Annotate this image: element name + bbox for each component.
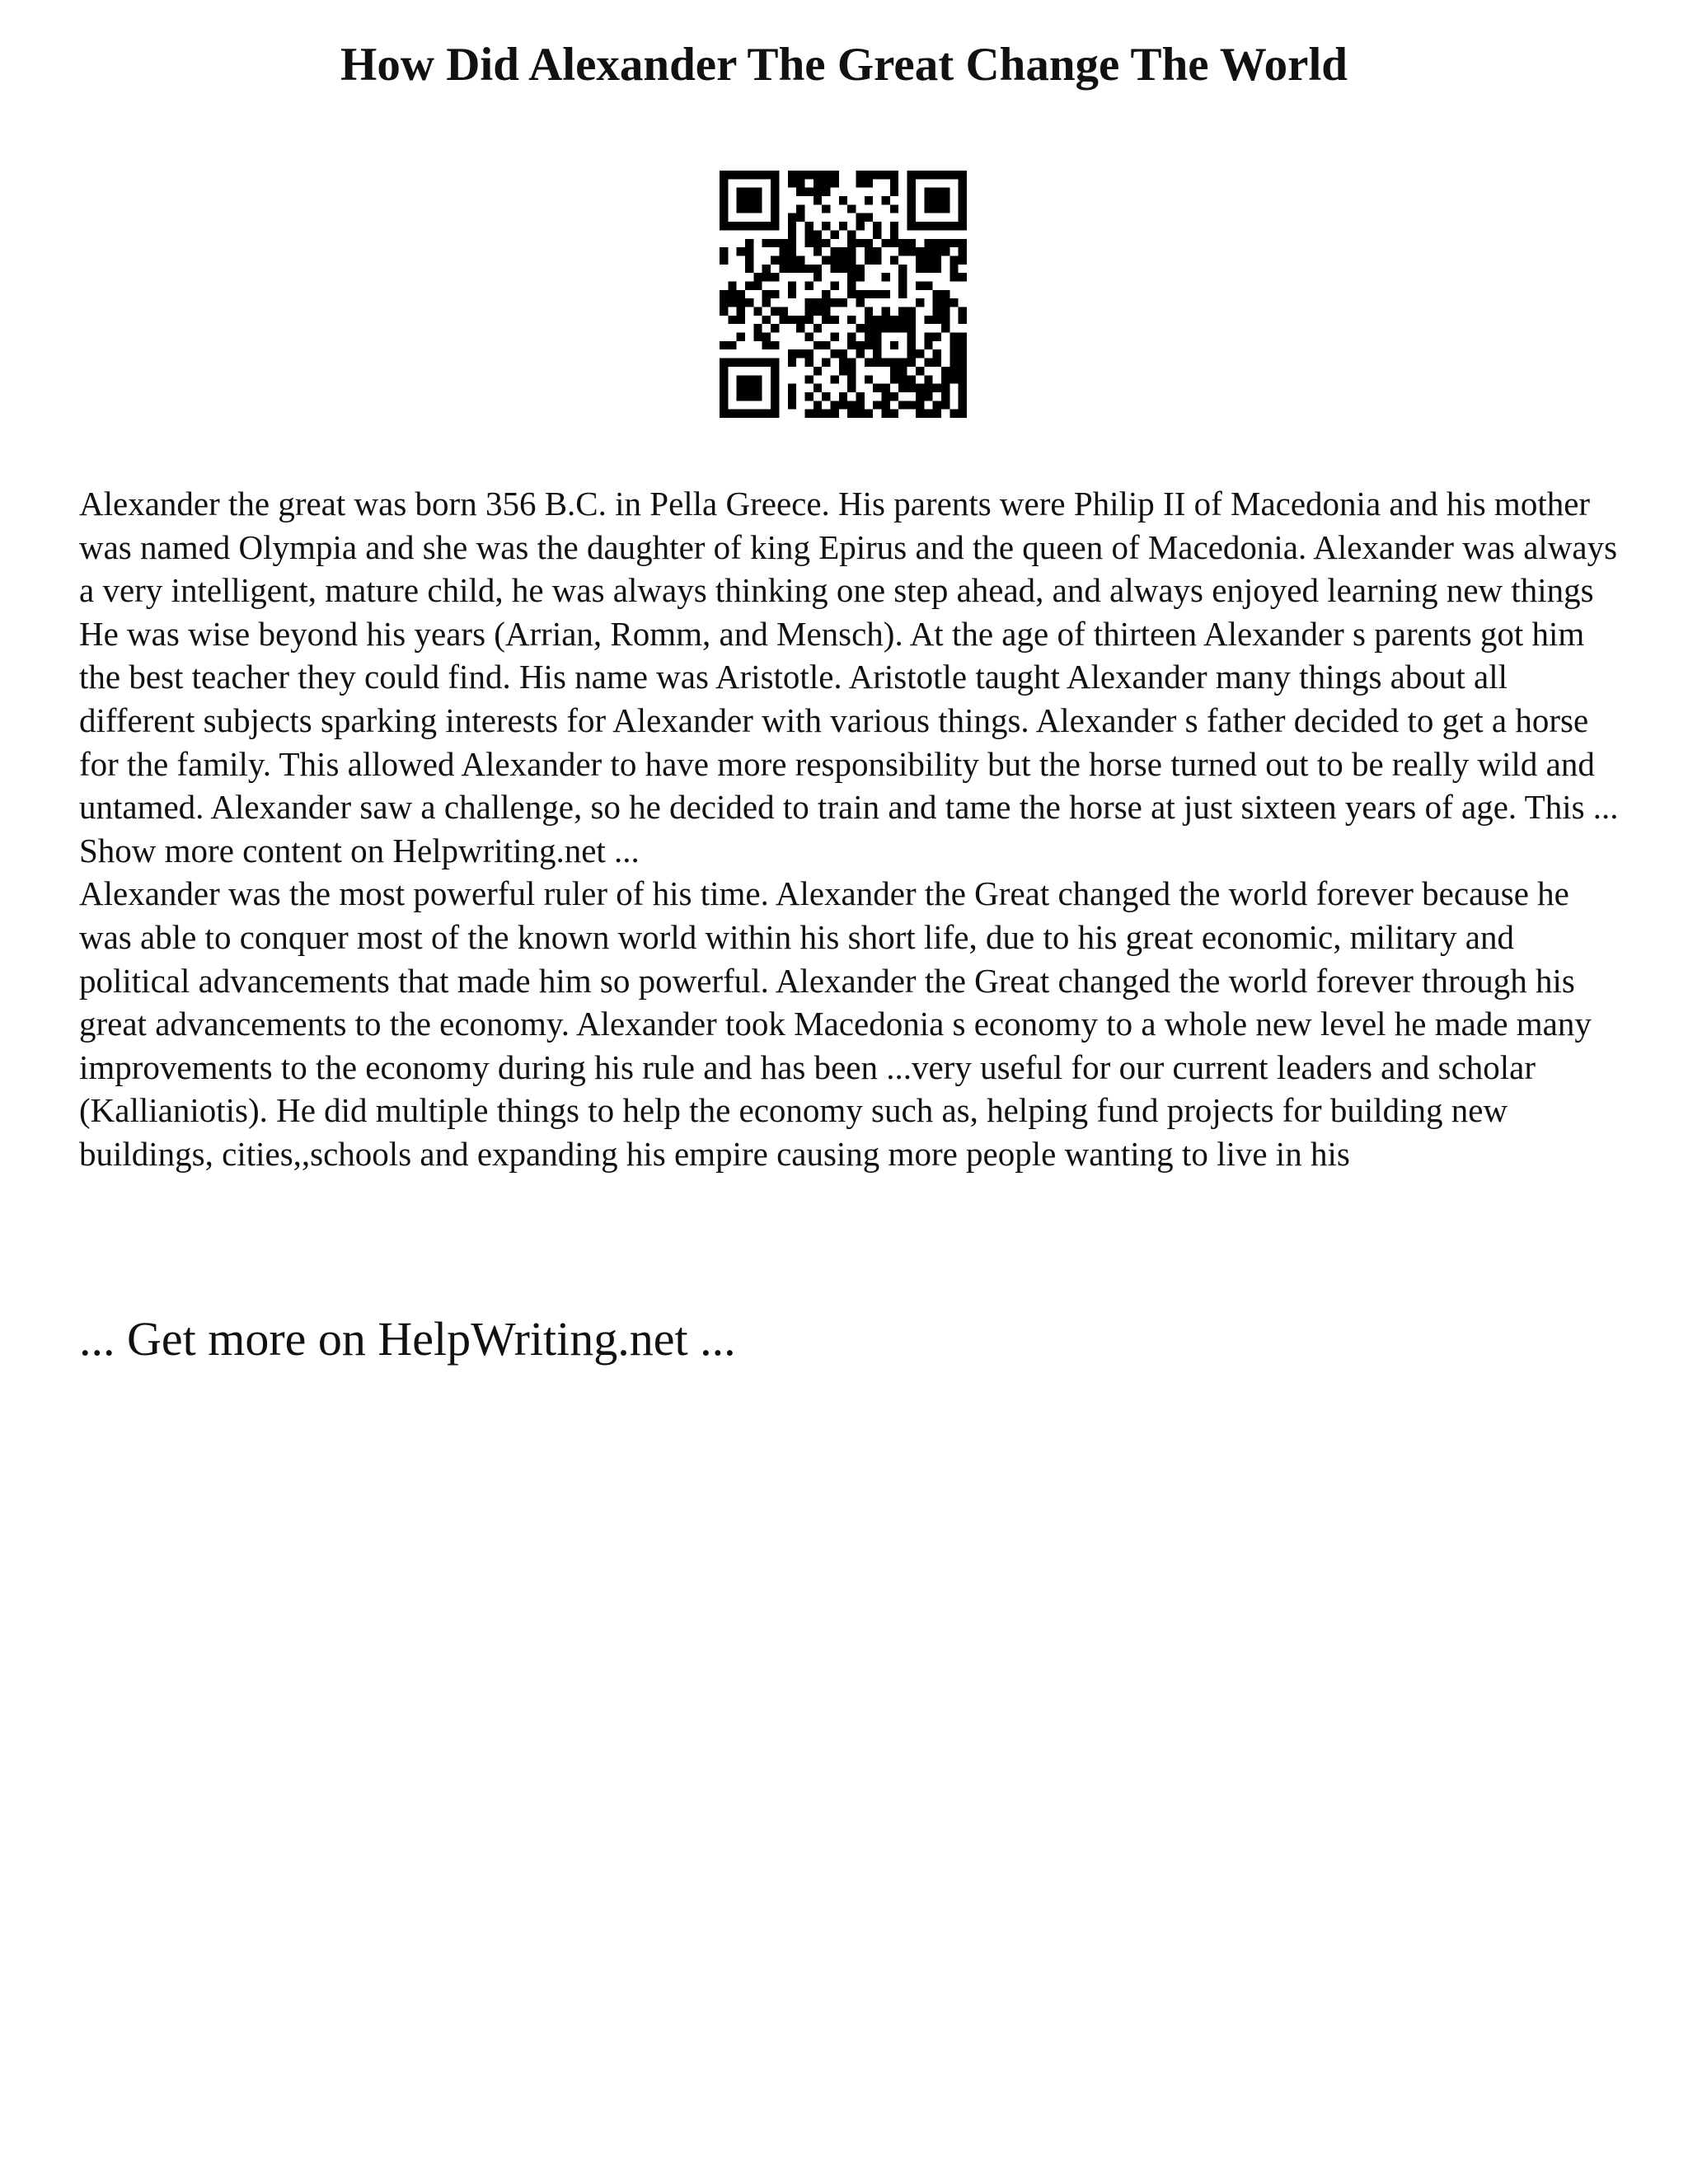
- get-more-link[interactable]: ... Get more on HelpWriting.net ...: [79, 1312, 736, 1366]
- article-paragraph: Alexander the great was born 356 B.C. in Pella Greece. His parents were Philip II of Macedonia and his mother was named Olympia and she was the daughter of king Epirus and the queen of Macedonia. Alexander was always a very intelligent, mature child, he was always thinking one step ahead, and always enjoyed learning new things He was wise beyond his years (Arrian, Romm, and Mensch). At the age of thirteen Alexander s parents got him the best teacher they could find. His name was Aristotle. Aristotle taught Alexander many things about all different subjects sparking interests for Alexander with various things. Alexander s father decided to get a horse for the family. This allowed Alexander to have more responsibility but the horse turned out to be really wild and untamed. Alexander saw a challenge, so he decided to train and tame the horse at just sixteen years of age. This ... Show more content on Helpwriting.net ...: [79, 485, 1619, 869]
- page-title: How Did Alexander The Great Change The World: [340, 39, 1348, 91]
- article-body: [79, 482, 1629, 1176]
- article-paragraph: Alexander was the most powerful ruler of his time. Alexander the Great changed the world forever because he was able to conquer most of the known world within his short life, due to his great economic, military and political advancements that made him so powerful. Alexander the Great changed the world forever through his great advancements to the economy. Alexander took Macedonia s economy to a whole new level he made many improvements to the economy during his rule and has been ...very useful for our current leaders and scholar (Kallianiotis). He did multiple things to help the economy such as, helping fund projects for building new buildings, cities,,schools and expanding his empire causing more people wanting to live in his: [79, 874, 1592, 1173]
- qr-code-icon: [720, 171, 967, 418]
